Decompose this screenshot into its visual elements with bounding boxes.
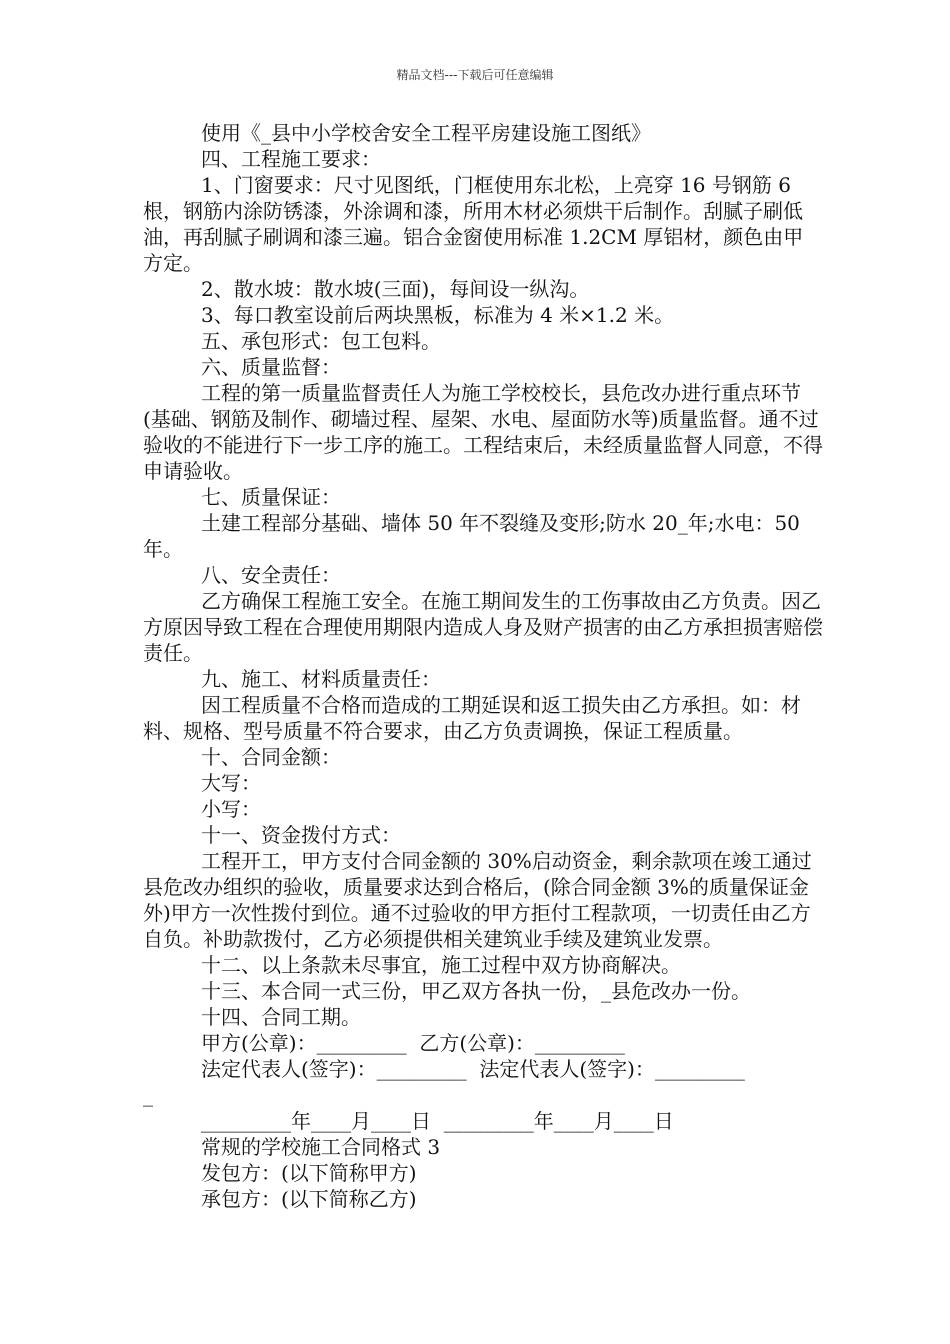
section-heading: 七、质量保证： <box>201 485 341 509</box>
amount-lowercase-label: 小写： <box>201 797 261 821</box>
section-heading: 十、合同金额： <box>201 745 341 769</box>
document-body <box>143 120 823 1212</box>
paragraph: 1、门窗要求：尺寸见图纸，门框使用东北松，上亮穿 16 号钢筋 6 根，钢筋内涂防锈漆，外涂调和漆，所用木材必须烘干后制作。刮腻子刷低油，再刮腻子刷调和漆三遍。铝合金窗使用标准 1.2CM 厚铝材，颜色由甲方定。 <box>143 173 804 275</box>
section-heading: 五、承包形式：包工包料。 <box>201 329 441 353</box>
paragraph: 使用《_县中小学校舍安全工程平房建设施工图纸》 <box>201 121 651 145</box>
paragraph: 十二、以上条款未尽事宜，施工过程中双方协商解决。 <box>201 953 681 977</box>
section-heading: 十四、合同工期。 <box>201 1005 361 1029</box>
paragraph: 工程开工，甲方支付合同金额的 30%启动资金，剩余款项在竣工通过县危改办组织的验收，质量要求达到合格后，(除合同金额 3%的质量保证金外)甲方一次性拨付到位。通不过验收的甲方拒付工程款项，一切责任由乙方自负。补助款拨付，乙方必须提供相关建筑业手续及建筑业发票。 <box>143 849 812 951</box>
seal-line: 甲方(公章)：_________ 乙方(公章)：_________ <box>201 1031 625 1055</box>
document-subtitle: 常规的学校施工合同格式 3 <box>201 1135 441 1159</box>
section-heading: 十一、资金拨付方式： <box>201 823 401 847</box>
party-b-line: 承包方：(以下简称乙方) <box>201 1187 417 1211</box>
date-line: _________年____月____日 _________年____月____日 <box>201 1109 674 1133</box>
paragraph: 工程的第一质量监督责任人为施工学校校长，县危改办进行重点环节(基础、钢筋及制作、砌墙过程、屋架、水电、屋面防水等)质量监督。通不过验收的不能进行下一步工序的施工。工程结束后，未经质量监督人同意，不得申请验收。 <box>143 381 823 483</box>
party-a-line: 发包方：(以下简称甲方) <box>201 1161 417 1185</box>
paragraph: 土建工程部分基础、墙体 50 年不裂缝及变形;防水 20_年;水电：50 年。 <box>143 511 800 561</box>
section-heading: 四、工程施工要求： <box>201 147 381 171</box>
paragraph: 十三、本合同一式三份，甲乙双方各执一份，_县危改办一份。 <box>201 979 751 1003</box>
paragraph: 3、每口教室设前后两块黑板，标准为 4 米×1.2 米。 <box>201 303 675 327</box>
section-heading: 六、质量监督： <box>201 355 341 379</box>
page-header: 精品文档---下载后可任意编辑 <box>396 68 554 82</box>
section-heading: 九、施工、材料质量责任： <box>201 667 441 691</box>
signature-line-overflow: _ <box>143 1083 153 1107</box>
paragraph: 乙方确保工程施工安全。在施工期间发生的工伤事故由乙方负责。因乙方原因导致工程在合理使用期限内造成人身及财产损害的由乙方承担损害赔偿责任。 <box>143 589 823 665</box>
paragraph: 2、散水坡：散水坡(三面)，每间设一纵沟。 <box>201 277 590 301</box>
paragraph: 因工程质量不合格而造成的工期延误和返工损失由乙方承担。如：材料、规格、型号质量不符合要求，由乙方负责调换，保证工程质量。 <box>143 693 801 743</box>
section-heading: 八、安全责任： <box>201 563 341 587</box>
signature-line: 法定代表人(签字)：_________ 法定代表人(签字)：_________ <box>201 1057 745 1081</box>
amount-uppercase-label: 大写： <box>201 771 261 795</box>
